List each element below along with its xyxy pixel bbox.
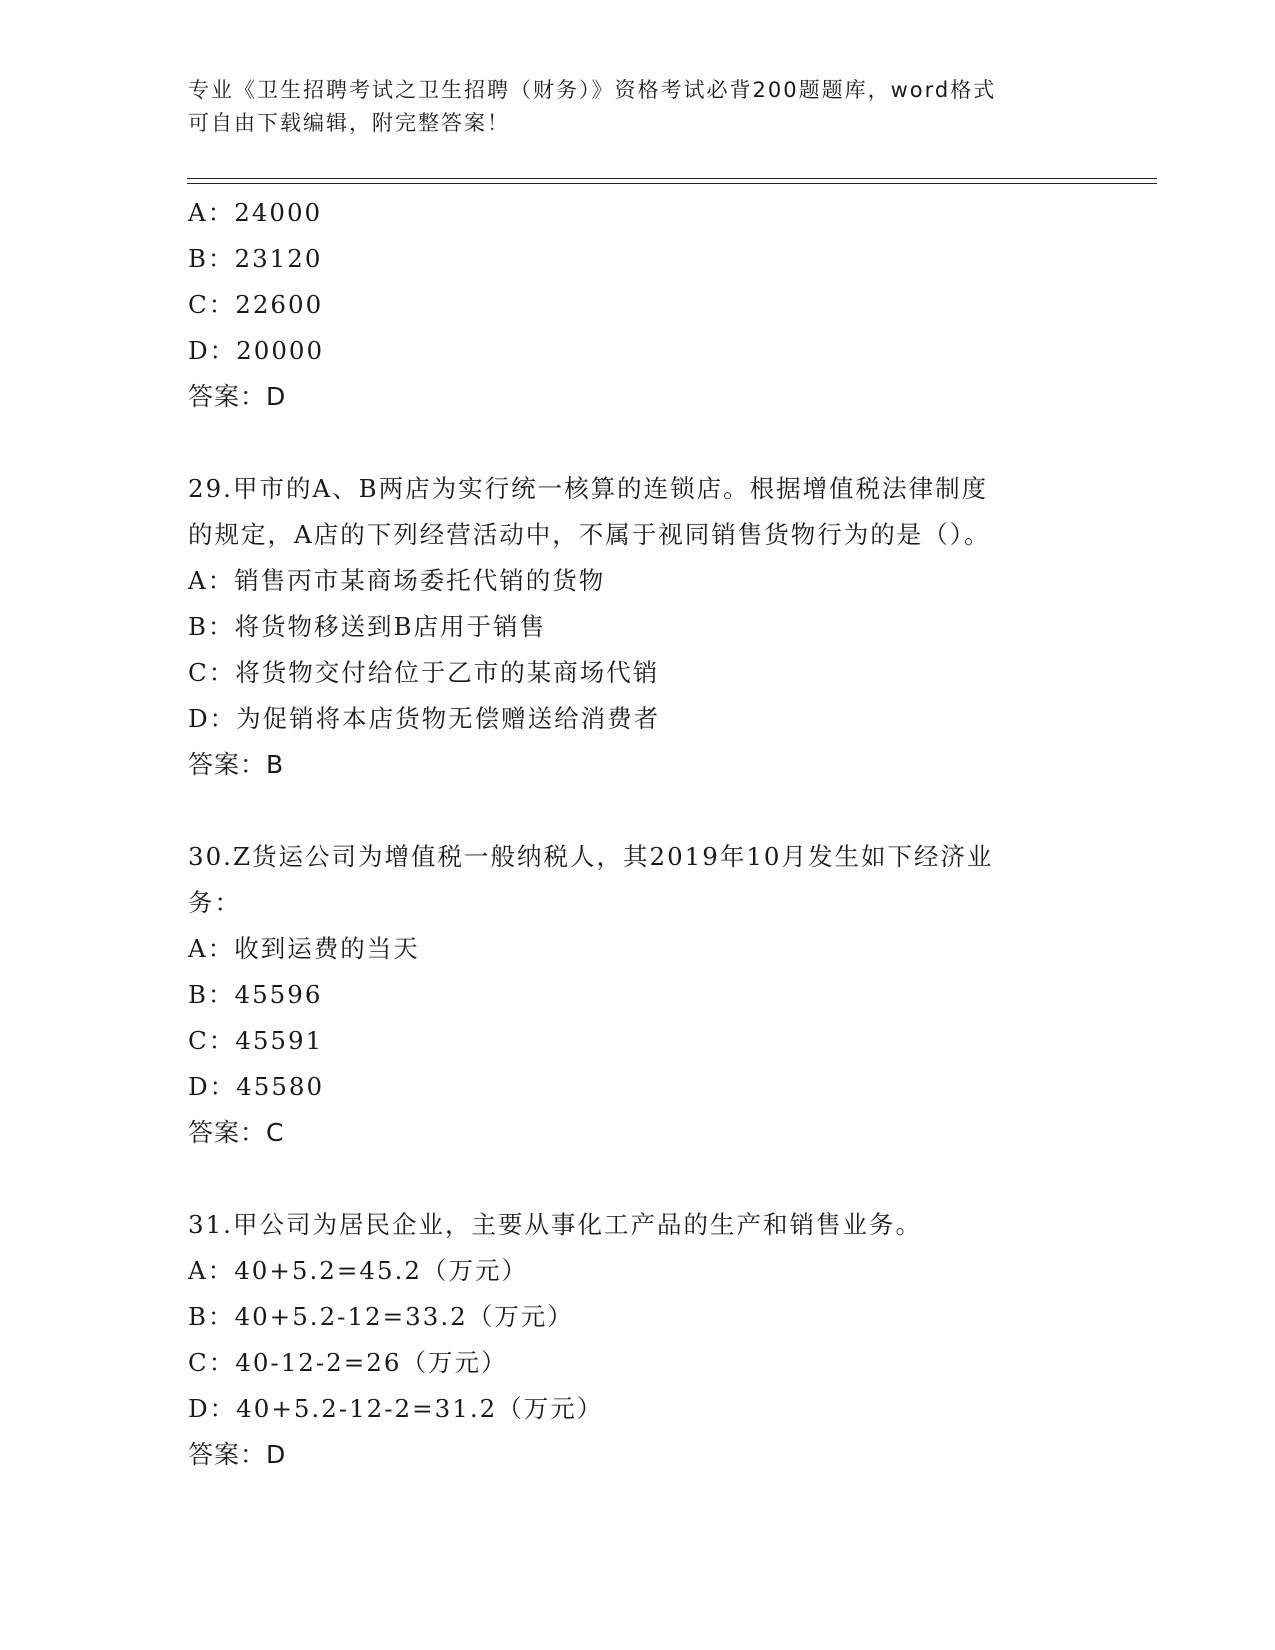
spacer xyxy=(188,1156,1088,1202)
question-stem-line-1: 30.Z货运公司为增值税一般纳税人，其2019年10月发生如下经济业 xyxy=(188,842,994,871)
question-stem-line-1: 29.甲市的A、B两店为实行统一核算的连锁店。根据增值税法律制度 xyxy=(188,474,989,503)
option-a: A：40+5.2=45.2（万元） xyxy=(188,1256,528,1285)
option-c: C：将货物交付给位于乙市的某商场代销 xyxy=(188,658,660,687)
question-stem-line-2: 的规定，A店的下列经营活动中，不属于视同销售货物行为的是（）。 xyxy=(188,520,991,549)
answer-line: 答案：B xyxy=(188,750,285,779)
answer-line: 答案：D xyxy=(188,1440,287,1469)
header-divider-bottom xyxy=(187,183,1157,184)
question-31 xyxy=(188,1202,1088,1478)
option-c: C：22600 xyxy=(188,290,324,319)
option-d: D：45580 xyxy=(188,1072,325,1101)
header-divider-top xyxy=(187,178,1157,179)
spacer xyxy=(188,788,1088,834)
question-28 xyxy=(188,190,1088,420)
option-a: A：销售丙市某商场委托代销的货物 xyxy=(188,566,606,595)
answer-line: 答案：C xyxy=(188,1118,285,1147)
option-b: B：45596 xyxy=(188,980,323,1009)
question-stem-line-2: 务： xyxy=(188,888,241,917)
option-b: B：23120 xyxy=(188,244,323,273)
option-a: A：收到运费的当天 xyxy=(188,934,420,963)
document-header xyxy=(188,74,1068,140)
header-title-line-1: 专业《卫生招聘考试之卫生招聘（财务）》资格考试必背200题题库，word格式 xyxy=(188,78,997,102)
header-title-line-2: 可自由下载编辑，附完整答案！ xyxy=(188,111,510,135)
option-b: B：将货物移送到B店用于销售 xyxy=(188,612,547,641)
option-b: B：40+5.2-12=33.2（万元） xyxy=(188,1302,574,1331)
question-30 xyxy=(188,834,1088,1156)
option-d: D：为促销将本店货物无偿赠送给消费者 xyxy=(188,704,661,733)
option-d: D：20000 xyxy=(188,336,325,365)
option-a: A：24000 xyxy=(188,198,323,227)
option-c: C：40-12-2=26（万元） xyxy=(188,1348,508,1377)
question-stem-line-1: 31.甲公司为居民企业，主要从事化工产品的生产和销售业务。 xyxy=(188,1210,922,1239)
option-d: D：40+5.2-12-2=31.2（万元） xyxy=(188,1394,604,1423)
option-c: C：45591 xyxy=(188,1026,324,1055)
question-list xyxy=(188,190,1088,1478)
question-29 xyxy=(188,466,1088,788)
answer-line: 答案：D xyxy=(188,382,287,411)
spacer xyxy=(188,420,1088,466)
